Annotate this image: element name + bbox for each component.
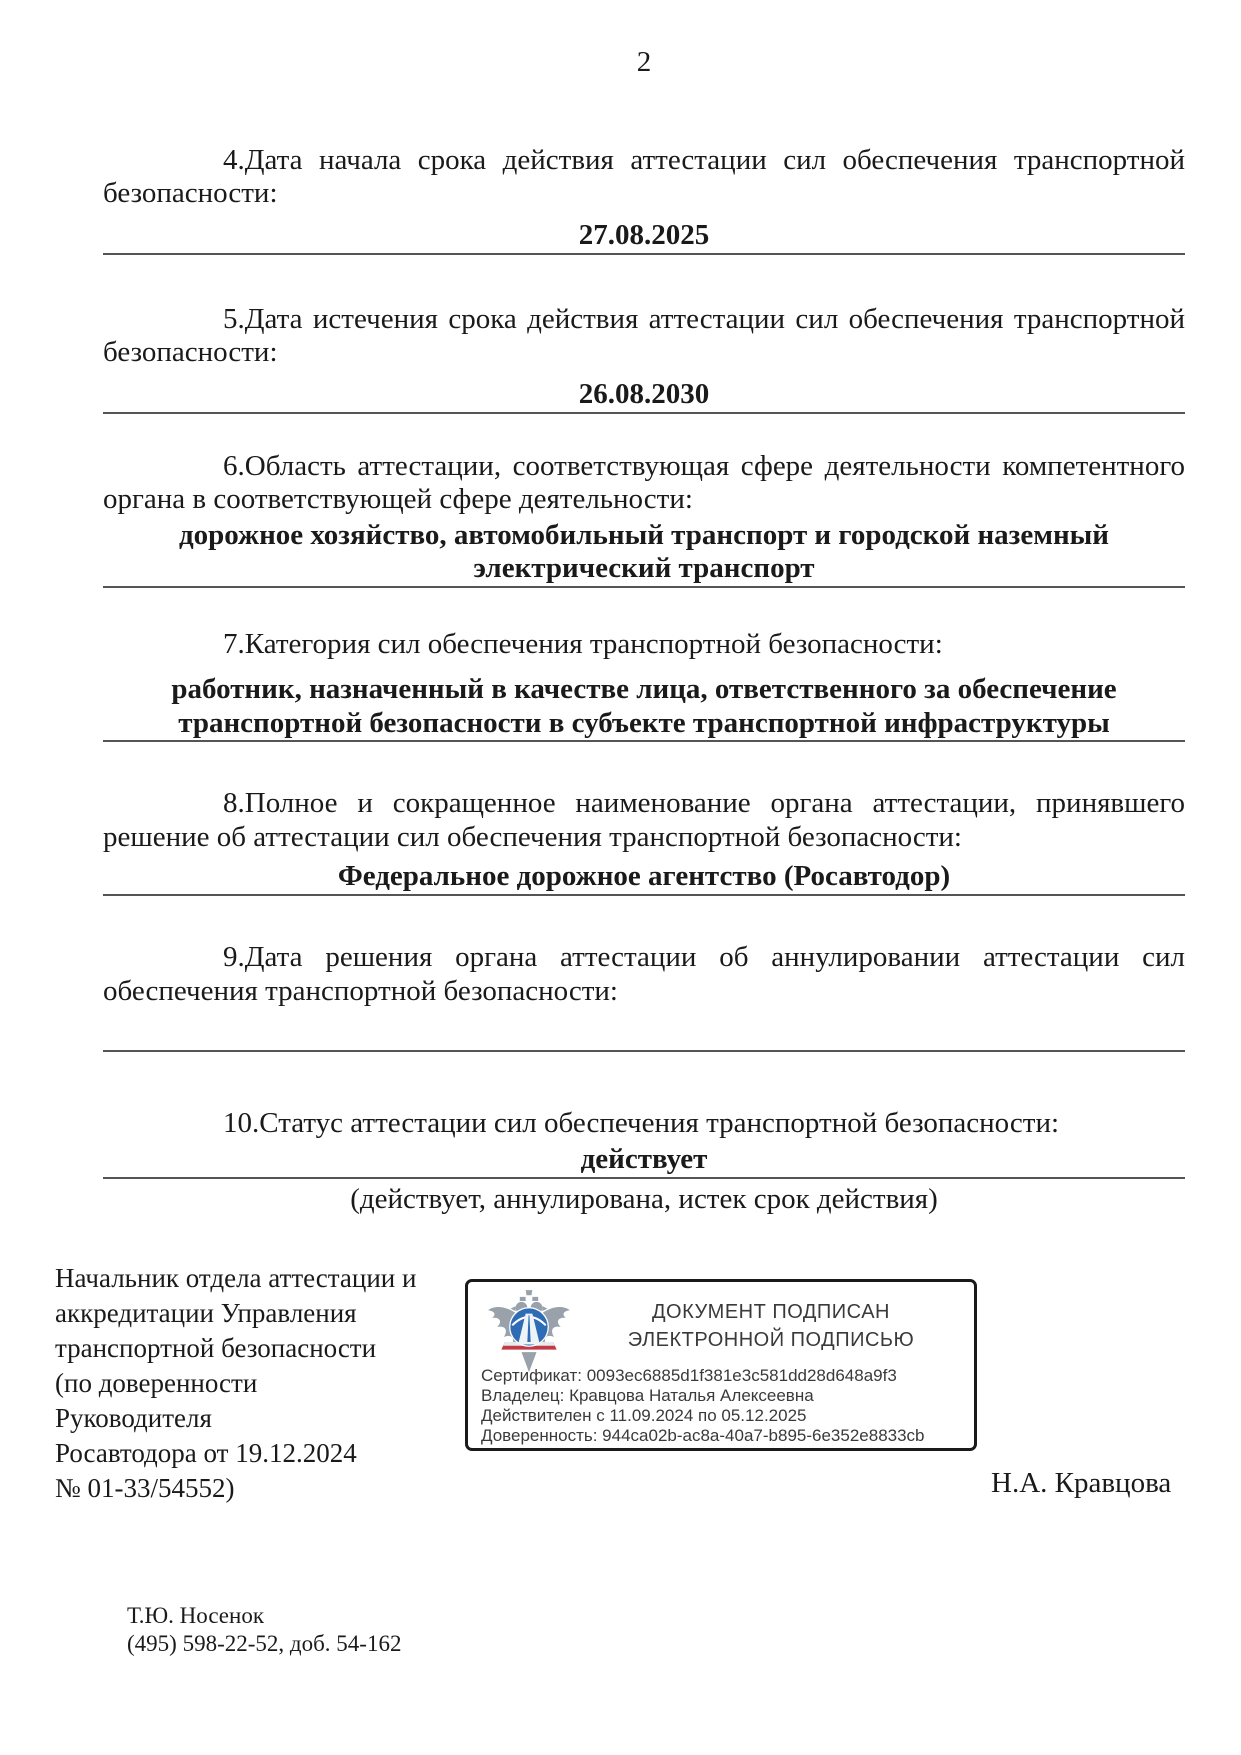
item-8 [103, 787, 1185, 896]
signer-position-line: Начальник отдела аттестации и [55, 1263, 417, 1293]
item-7-value-text: работник, назначенный в качестве лица, ответственного за обеспечение транспортной безопасности в субъекте транспортной инфраструктуры [171, 673, 1117, 739]
signer-position-line: (по доверенности Руководителя [55, 1368, 258, 1433]
item-6-value [103, 519, 1185, 588]
item-9-label [103, 941, 1185, 1008]
item-9-value-blank-line [103, 1016, 1185, 1052]
item-4-label [103, 144, 1185, 211]
signer-name: Н.А. Кравцова [991, 1466, 1172, 1499]
item-5-value-text: 26.08.2030 [578, 377, 710, 410]
stamp-title-line-1: ДОКУМЕНТ ПОДПИСАН [652, 1301, 890, 1323]
item-7-label-text: Категория сил обеспечения транспортной безопасности: [244, 627, 943, 660]
item-9 [103, 941, 1185, 1052]
electronic-signature-stamp [465, 1279, 977, 1451]
signer-position-line: аккредитации Управления [55, 1298, 357, 1328]
stamp-certificate-line: Сертификат: 0093ec6885d1f381e3c581dd28d648a9f3 [481, 1366, 897, 1385]
item-4-value-text: 27.08.2025 [578, 218, 710, 251]
item-4 [103, 144, 1185, 255]
contact-footer [127, 1602, 1185, 1658]
contact-phone: (495) 598-22-52, доб. 54-162 [127, 1631, 402, 1656]
item-10-number: 10. [223, 1107, 260, 1139]
item-6-label [103, 450, 1185, 517]
item-5 [103, 303, 1185, 414]
item-8-number: 8. [223, 787, 245, 819]
item-10-options-hint: (действует, аннулирована, истек срок действия) [350, 1182, 938, 1215]
item-5-label-text: Дата истечения срока действия аттестации сил обеспечения транспортной безопасности: [103, 302, 1185, 368]
stamp-poa-line: Доверенность: 944ca02b-ac8a-40a7-b895-6e352e8833cb [481, 1426, 925, 1445]
signature-block [55, 1261, 1185, 1506]
item-8-label [103, 787, 1185, 854]
stamp-title-line-2: ЭЛЕКТРОННОЙ ПОДПИСЬЮ [627, 1329, 915, 1351]
item-5-label [103, 303, 1185, 370]
stamp-validity-line: Действителен с 11.09.2024 по 05.12.2025 [481, 1406, 807, 1425]
item-4-label-text: Дата начала срока действия аттестации сил обеспечения транспортной безопасности: [103, 143, 1185, 209]
item-5-value [103, 378, 1185, 414]
item-10-label-text: Статус аттестации сил обеспечения транспортной безопасности: [259, 1107, 1060, 1139]
rosavtodor-eagle-emblem-icon [483, 1288, 575, 1376]
item-7-number: 7. [223, 627, 245, 660]
item-4-value [103, 219, 1185, 255]
item-7 [103, 628, 1185, 743]
signer-position-line: Росавтодора от 19.12.2024 [55, 1438, 357, 1468]
item-10 [103, 1107, 1185, 1216]
item-10-label [103, 1107, 1185, 1141]
item-9-label-text: Дата решения органа аттестации об аннулировании аттестации сил обеспечения транспортной безопасности: [103, 941, 1185, 1007]
page-number: 2 [636, 46, 652, 78]
signer-position-line: транспортной безопасности [55, 1333, 377, 1363]
stamp-owner-line: Владелец: Кравцова Наталья Алексеевна [481, 1386, 814, 1405]
item-10-value-text: действует [580, 1142, 708, 1175]
item-6-number: 6. [223, 449, 245, 482]
item-6-label-text: Область аттестации, соответствующая сфере деятельности компетентного органа в соответствующей сфере деятельности: [103, 449, 1185, 515]
item-6 [103, 450, 1185, 588]
item-7-value [103, 673, 1185, 742]
item-9-number: 9. [223, 941, 245, 973]
item-10-value [103, 1143, 1185, 1179]
contact-name: Т.Ю. Носенок [127, 1603, 265, 1628]
item-8-value-text: Федеральное дорожное агентство (Росавтодор) [337, 860, 951, 892]
item-4-number: 4. [223, 143, 245, 176]
item-7-label [103, 628, 1185, 662]
item-5-number: 5. [223, 302, 245, 335]
stamp-title [576, 1298, 966, 1354]
stamp-certificate-details [481, 1366, 966, 1446]
item-8-value [103, 860, 1185, 896]
item-6-value-text: дорожное хозяйство, автомобильный транспорт и городской наземный электрический транспорт [178, 518, 1110, 584]
signer-position-line: № 01-33/54552) [55, 1473, 235, 1503]
item-8-label-text: Полное и сокращенное наименование органа аттестации, принявшего решение об аттестации сил обеспечения транспортной безопасности: [103, 787, 1185, 853]
signer-position [55, 1261, 420, 1506]
